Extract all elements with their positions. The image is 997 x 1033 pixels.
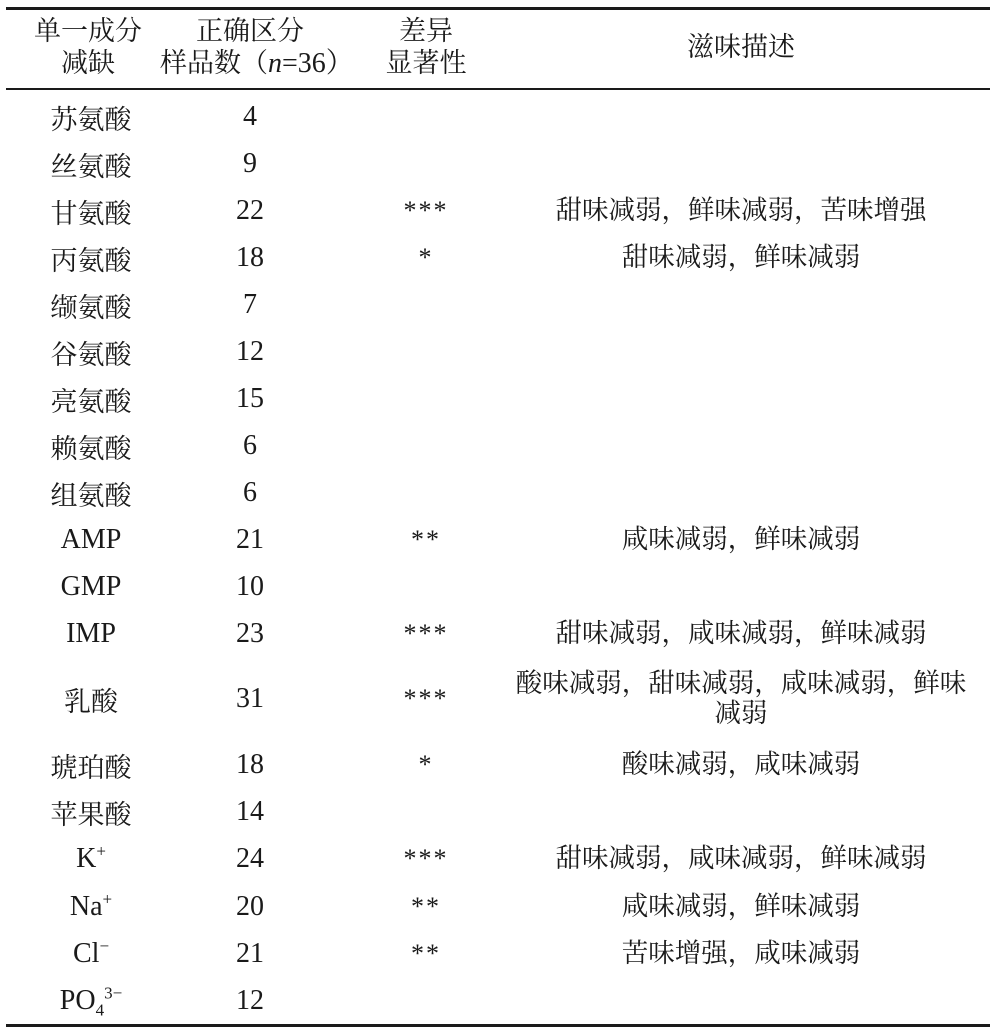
- component-label: IMP: [66, 618, 116, 649]
- cell-significance: **: [411, 939, 441, 968]
- cell-component: [20, 837, 162, 881]
- table-row: [0, 424, 997, 468]
- cell-significance: [366, 424, 486, 468]
- cell-significance: **: [411, 892, 441, 921]
- cell-count: 21: [236, 524, 264, 555]
- cell-count: 10: [236, 571, 264, 602]
- cell-taste: [504, 330, 978, 374]
- cell-taste: 甜味减弱，咸味减弱，鲜味减弱: [555, 618, 927, 649]
- table-row: [0, 95, 997, 139]
- cell-count: 4: [243, 101, 257, 132]
- table-row: [0, 837, 997, 881]
- component-superscript: −: [99, 936, 110, 956]
- cell-component: [20, 424, 162, 468]
- cell-taste: [504, 424, 978, 468]
- table-row: [0, 885, 997, 929]
- cell-component: [20, 330, 162, 374]
- cell-taste: [504, 979, 978, 1023]
- cell-count: 9: [243, 148, 257, 179]
- cell-count: 6: [243, 430, 257, 461]
- cell-component: [20, 518, 162, 562]
- cell-component: [20, 612, 162, 656]
- component-label: 苹果酸: [50, 799, 132, 831]
- cell-taste: 酸味减弱，咸味减弱: [621, 749, 861, 780]
- cell-significance: *: [418, 243, 434, 272]
- component-superscript: +: [102, 889, 113, 909]
- table-row: [0, 189, 997, 233]
- cell-significance: ***: [403, 196, 449, 225]
- cell-taste: [504, 790, 978, 834]
- cell-significance: ***: [403, 684, 449, 713]
- cell-significance: [366, 283, 486, 327]
- header-taste: [504, 32, 978, 64]
- component-base: Cl: [72, 938, 100, 969]
- cell-count: 23: [236, 618, 264, 649]
- table-row: [0, 330, 997, 374]
- component-label: 苏氨酸: [50, 104, 132, 136]
- cell-significance: ***: [403, 619, 449, 648]
- component-base: Na: [69, 891, 103, 922]
- header-component-line2: 减缺: [61, 48, 115, 79]
- cell-count: 15: [236, 383, 264, 414]
- cell-significance: ***: [403, 844, 449, 873]
- table-row: [0, 236, 997, 280]
- header-count-line2: [160, 48, 354, 80]
- component-label: 亮氨酸: [50, 386, 132, 418]
- component-label: GMP: [60, 571, 122, 602]
- cell-significance: [366, 377, 486, 421]
- cell-component: [20, 189, 162, 233]
- cell-count: 31: [236, 683, 264, 714]
- cell-component: [20, 660, 162, 738]
- cell-taste: 甜味减弱，鲜味减弱: [621, 242, 861, 273]
- cell-taste: [504, 95, 978, 139]
- cell-component: [20, 979, 162, 1023]
- cell-significance: [366, 565, 486, 609]
- cell-significance: [366, 471, 486, 515]
- table-row: [0, 377, 997, 421]
- table-row: [0, 612, 997, 656]
- cell-count: 14: [236, 796, 264, 827]
- component-base: K: [76, 843, 97, 874]
- cell-component: [20, 471, 162, 515]
- cell-taste: 咸味减弱，鲜味减弱: [621, 891, 861, 922]
- header-significance-line1: 差异: [399, 16, 453, 47]
- cell-count: 18: [236, 749, 264, 780]
- cell-component: [20, 565, 162, 609]
- cell-taste: 甜味减弱，鲜味减弱，苦味增强: [555, 195, 927, 226]
- cell-significance: **: [411, 525, 441, 554]
- table-row: [0, 142, 997, 186]
- component-label: AMP: [60, 524, 122, 555]
- cell-component: [20, 142, 162, 186]
- cell-component: [20, 932, 162, 976]
- component-label: 乳酸: [64, 686, 118, 718]
- table-row: [0, 518, 997, 562]
- cell-taste: [504, 283, 978, 327]
- cell-significance: [366, 790, 486, 834]
- cell-component: [20, 377, 162, 421]
- cell-significance: [366, 95, 486, 139]
- header-count-suffix: =36）: [282, 48, 354, 79]
- cell-component: [20, 790, 162, 834]
- cell-taste: 甜味减弱，咸味减弱，鲜味减弱: [555, 843, 927, 874]
- component-formula: [73, 938, 109, 970]
- cell-component: [20, 885, 162, 929]
- cell-taste: [504, 471, 978, 515]
- component-label: 组氨酸: [50, 480, 132, 512]
- cell-count: 7: [243, 289, 257, 320]
- table-row: [0, 979, 997, 1023]
- cell-component: [20, 95, 162, 139]
- cell-taste: 苦味增强，咸味减弱: [621, 938, 861, 969]
- cell-count: 21: [236, 938, 264, 969]
- table-header-rule: [6, 88, 990, 90]
- header-significance-line2: 显著性: [385, 48, 467, 79]
- header-taste-label: 滋味描述: [687, 32, 795, 63]
- cell-taste: [504, 377, 978, 421]
- component-superscript: +: [96, 841, 106, 861]
- component-formula: [59, 983, 123, 1020]
- cell-count: 18: [236, 242, 264, 273]
- header-count-var: n: [268, 48, 282, 79]
- component-label: 缬氨酸: [50, 292, 132, 324]
- cell-count: 12: [236, 336, 264, 367]
- component-label: 谷氨酸: [50, 339, 132, 371]
- header-count: [160, 16, 354, 80]
- cell-count: 20: [236, 891, 264, 922]
- cell-taste: [504, 565, 978, 609]
- table-row: [0, 660, 997, 738]
- cell-taste: [504, 142, 978, 186]
- header-component: [8, 16, 168, 80]
- cell-significance: [366, 330, 486, 374]
- component-label: 甘氨酸: [50, 198, 132, 230]
- cell-count: 6: [243, 477, 257, 508]
- header-count-prefix: 样品数（: [160, 48, 268, 79]
- component-formula: [70, 891, 112, 923]
- table-row: [0, 743, 997, 787]
- component-label: 琥珀酸: [50, 752, 132, 784]
- table-row: [0, 932, 997, 976]
- component-label: 丙氨酸: [50, 245, 132, 277]
- cell-taste: 咸味减弱，鲜味减弱: [621, 524, 861, 555]
- component-superscript: 3−: [104, 983, 123, 1003]
- cell-count: 24: [236, 843, 264, 874]
- cell-component: [20, 236, 162, 280]
- table-row: [0, 283, 997, 327]
- header-significance: [366, 16, 486, 80]
- table-row: [0, 790, 997, 834]
- table-bottom-rule: [6, 1024, 990, 1027]
- component-label: 赖氨酸: [50, 433, 132, 465]
- component-formula: [76, 843, 106, 875]
- header-count-line1: 正确区分: [196, 16, 304, 47]
- component-subscript: 4: [95, 1000, 105, 1020]
- cell-component: [20, 743, 162, 787]
- header-component-line1: 单一成分: [34, 16, 142, 47]
- table-row: [0, 471, 997, 515]
- table-row: [0, 565, 997, 609]
- cell-count: 22: [236, 195, 264, 226]
- table-top-rule: [6, 7, 990, 10]
- component-label: 丝氨酸: [50, 151, 132, 183]
- cell-significance: *: [418, 750, 434, 779]
- component-base: PO: [59, 985, 96, 1016]
- cell-taste: 酸味减弱，甜味减弱，咸味减弱，鲜味减弱: [515, 668, 967, 729]
- cell-count: 12: [236, 985, 264, 1016]
- cell-significance: [366, 142, 486, 186]
- cell-significance: [366, 979, 486, 1023]
- cell-component: [20, 283, 162, 327]
